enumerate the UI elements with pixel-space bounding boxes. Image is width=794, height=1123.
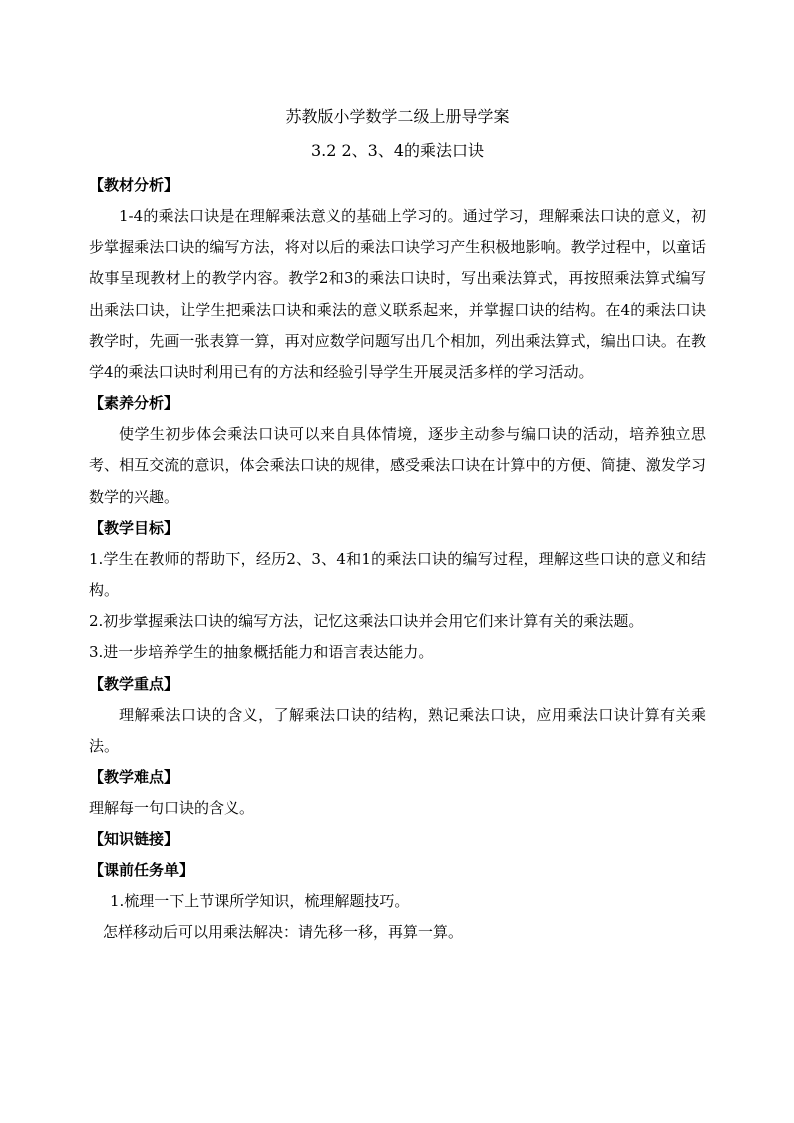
- heading-teaching-goals: 【教学目标】: [89, 518, 180, 537]
- teaching-goal-item-1: 1.学生在教师的帮助下，经历2、3、4和1的乘法口诀的编写过程，理解这些口诀的意义和结构。: [89, 549, 706, 600]
- material-analysis-body: 1-4的乘法口诀是在理解乘法意义的基础上学习的。通过学习，理解乘法口诀的意义，初步掌握乘法口诀的编写方法，将对以后的乘法口诀学习产生积极地影响。教学过程中，以童话故事呈现教材上的教学内容。教学2和3的乘法口诀时，写出乘法算式，再按照乘法算式编写出乘法口诀，让学生把乘法口诀和乘法的意义联系起来，并掌握口诀的结构。在4的乘法口诀教学时，先画一张表算一算，再对应数学问题写出几个相加，列出乘法算式，编出口诀。在教学4的乘法口诀时利用已有的方法和经验引导学生开展灵活多样的学习活动。: [89, 207, 706, 382]
- teaching-goal-item-2: 2.初步掌握乘法口诀的编写方法，记忆这乘法口诀并会用它们来计算有关的乘法题。: [89, 612, 644, 631]
- literacy-analysis-body: 使学生初步体会乘法口诀可以来自具体情境，逐步主动参与编口诀的活动，培养独立思考、相互交流的意识，体会乘法口诀的规律，感受乘法口诀在计算中的方便、简捷、激发学习数学的兴趣。: [89, 425, 706, 506]
- difficulties-body: 理解每一句口诀的含义。: [89, 799, 255, 818]
- document-title: 苏教版小学数学二级上册导学案: [285, 107, 510, 126]
- pre-class-task-item-1: 1.梳理一下上节课所学知识，梳理解题技巧。: [110, 892, 410, 911]
- pre-class-task-item-2: 怎样移动后可以用乘法解决：请先移一移，再算一算。: [103, 923, 464, 942]
- heading-knowledge-links: 【知识链接】: [89, 830, 180, 849]
- document-subtitle: 3.2 2、3、4的乘法口诀: [310, 141, 485, 160]
- heading-literacy-analysis: 【素养分析】: [89, 394, 180, 413]
- heading-material-analysis: 【教材分析】: [89, 176, 180, 194]
- heading-key-points: 【教学重点】: [89, 674, 180, 693]
- teaching-goal-item-3: 3.进一步培养学生的抽象概括能力和语言表达能力。: [89, 643, 434, 662]
- document-content: [89, 100, 706, 949]
- key-points-body: 理解乘法口诀的含义，了解乘法口诀的结构，熟记乘法口诀，应用乘法口诀计算有关乘法。: [89, 705, 706, 755]
- heading-difficulties: 【教学难点】: [89, 768, 180, 787]
- heading-pre-class-tasks: 【课前任务单】: [89, 861, 195, 880]
